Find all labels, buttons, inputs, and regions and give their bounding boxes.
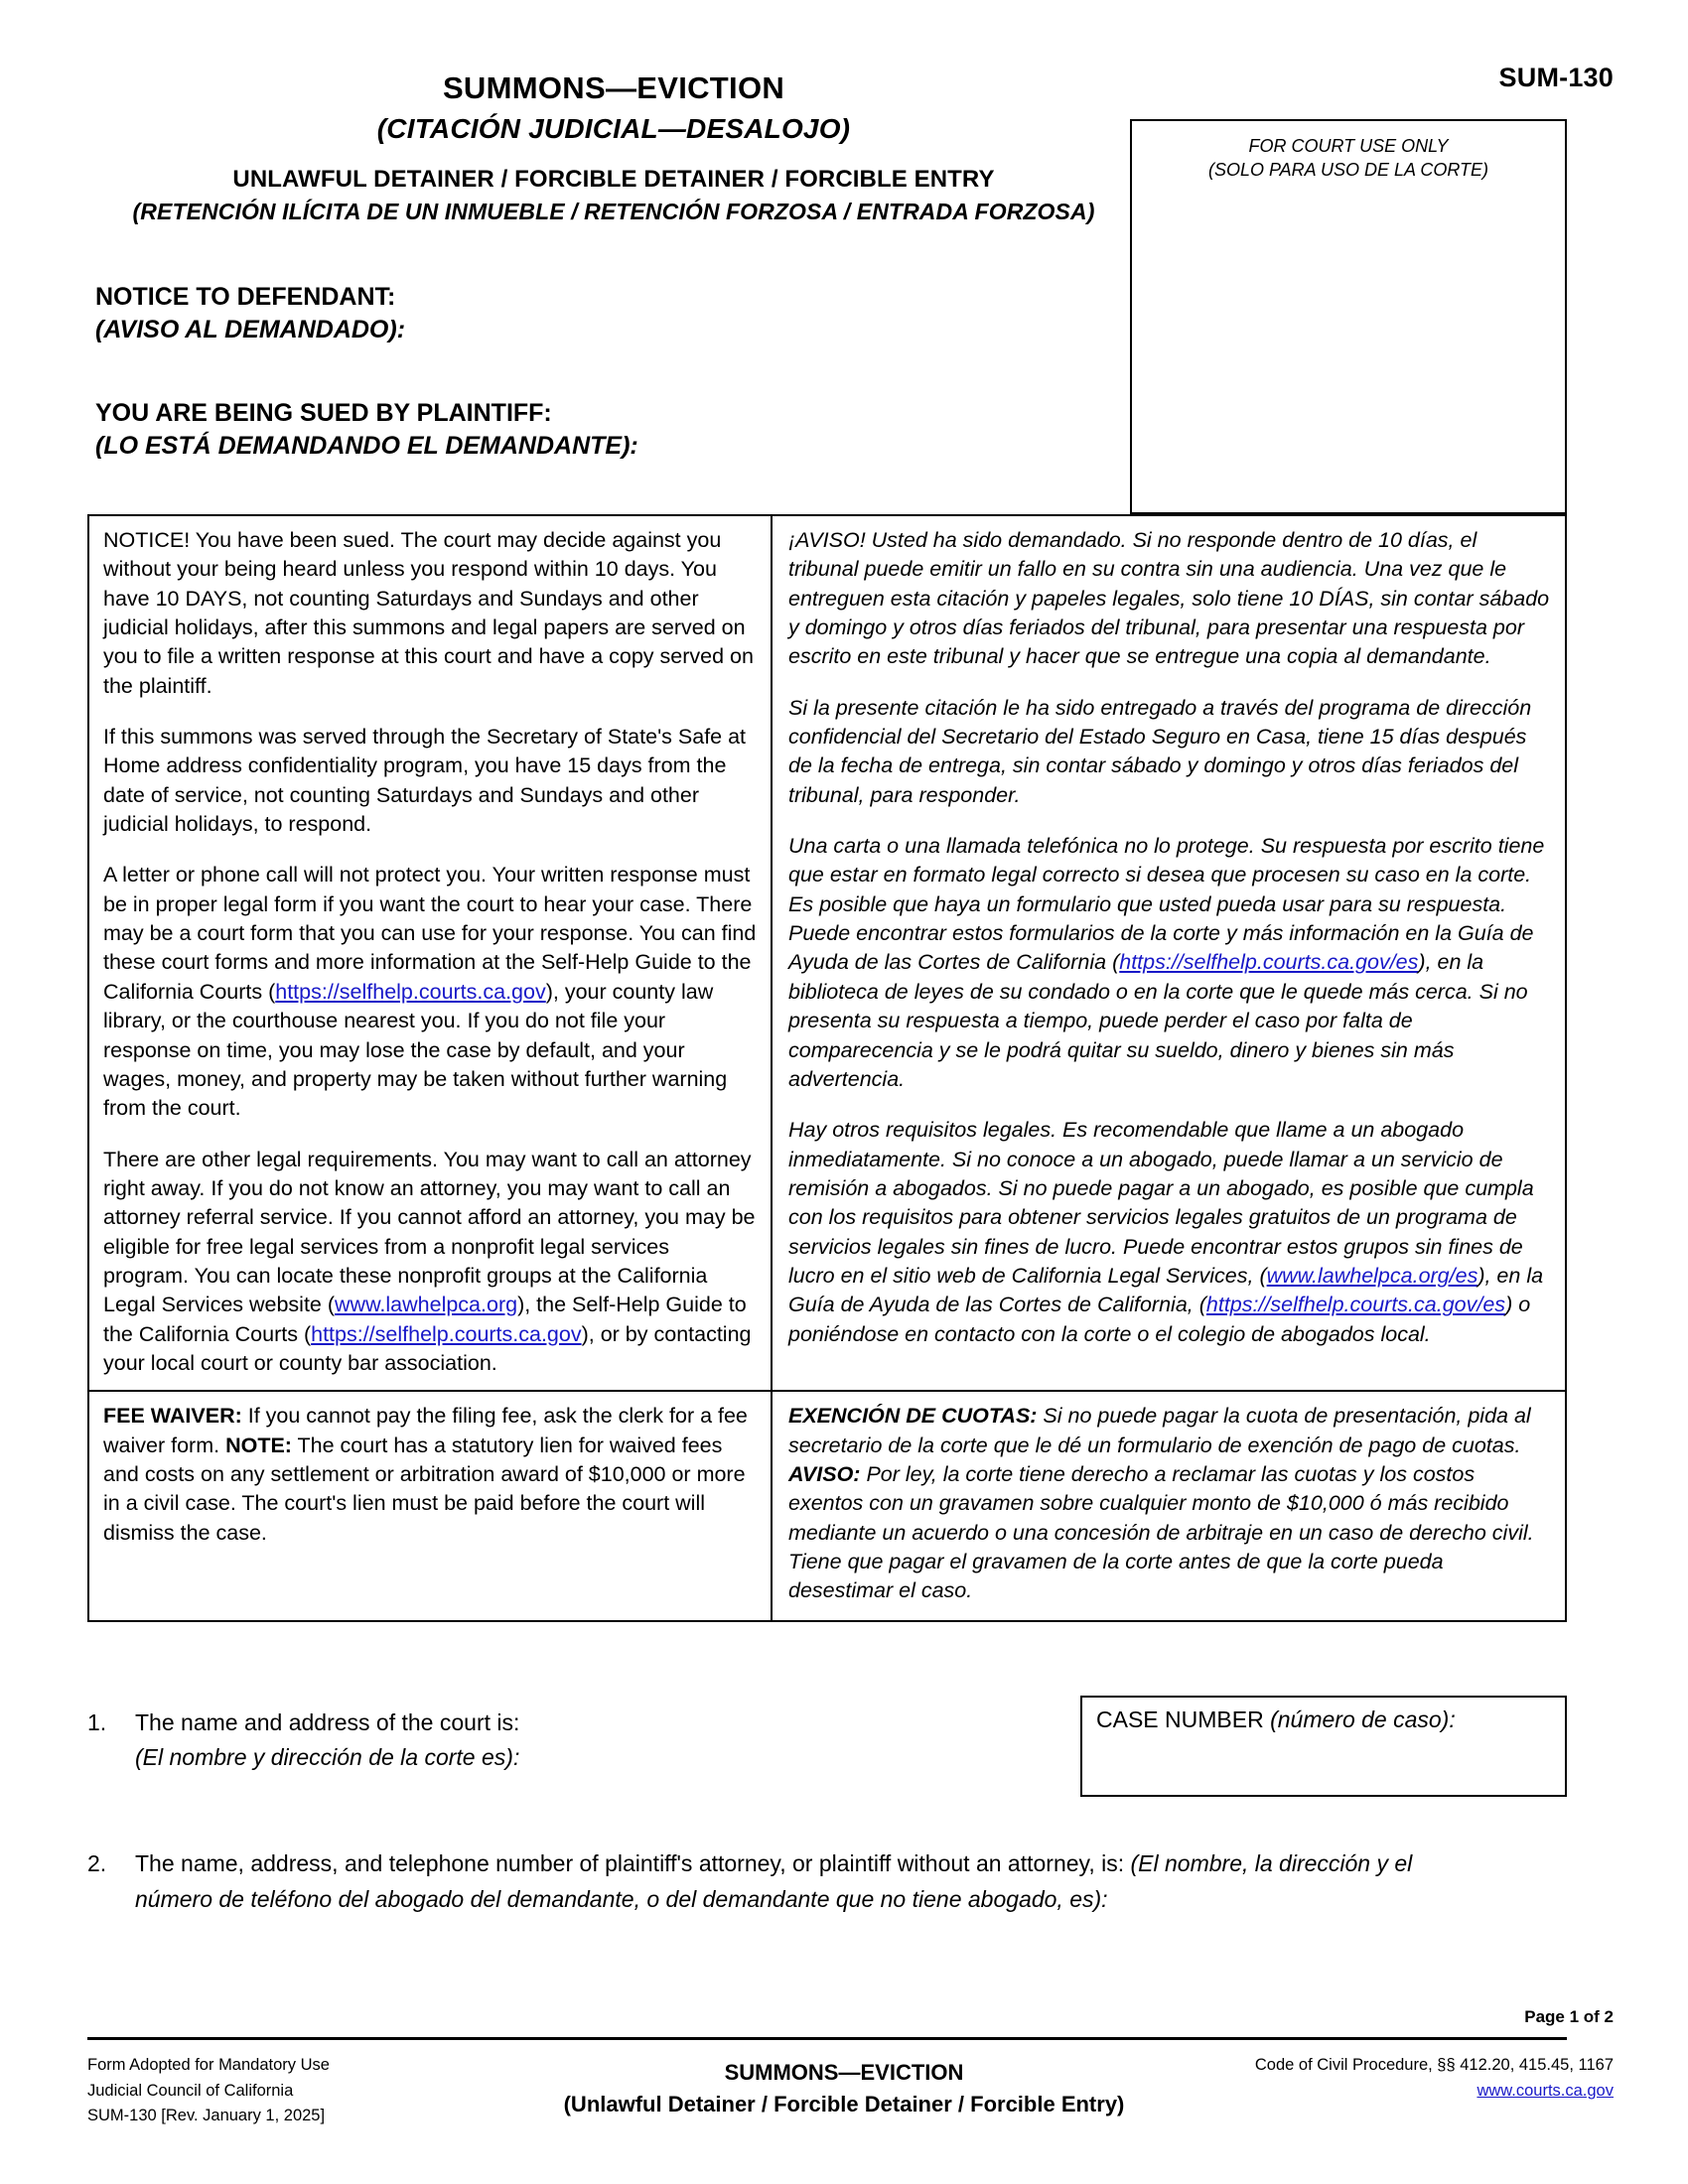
notice-en-p4-text-c: ), or by contacting your local court or county bar association. — [103, 1321, 752, 1375]
notice-en-p4-text-a: There are other legal requirements. You may want to call an attorney right away. If you do not know an attorney, you may want to call an attorney referral service. If you cannot afford an attorney, you may be eligible for free legal services from a nonprofit legal services program. You can locate these nonprofit groups at the California Legal Services website ( — [103, 1147, 756, 1317]
footer-left-line-2: Judicial Council of California — [87, 2081, 294, 2100]
court-use-label-es: (SOLO PARA USO DE LA CORTE) — [1207, 160, 1489, 181]
case-number-label-es: (número de caso): — [1270, 1706, 1456, 1732]
item-1-number: 1. — [87, 1709, 107, 1735]
notice-es-p4-text-c: ) o poniéndose en contacto con la corte o el colegio de abogados local. — [788, 1293, 1531, 1346]
fee-waiver-label-es: EXENCIÓN DE CUOTAS: — [788, 1404, 1038, 1429]
lawhelpca-link-es[interactable]: www.lawhelpca.org/es — [1266, 1263, 1478, 1288]
notice-row-fee-waiver — [89, 1390, 1565, 1619]
notice-to-defendant-es: (AVISO AL DEMANDADO): — [95, 316, 406, 344]
sued-by-plaintiff — [95, 397, 638, 464]
notice-en-p4-text-b: ), the Self-Help Guide to the California Courts ( — [103, 1293, 747, 1346]
fee-waiver-text1-en: If you cannot pay the filing fee, ask the clerk for a fee waiver form. — [103, 1404, 748, 1457]
lawhelpca-link-en[interactable]: www.lawhelpca.org — [335, 1293, 518, 1317]
footer-form-title — [397, 2057, 1291, 2120]
notice-es-paragraph-3 — [788, 832, 1551, 1094]
notice-en-paragraph-2: If this summons was served through the Secretary of State's Safe at Home address confidentiality program, you have 15 days from the date of service, not counting Saturdays and Sundays and other judicial holidays, to respond. — [103, 725, 747, 837]
selfhelp-courts-link-en-1[interactable]: https://selfhelp.courts.ca.gov — [275, 979, 546, 1004]
fee-waiver-text2-en: The court has a statutory lien for waived fees and costs on any settlement or arbitration award of $10,000 or more in a civil case. The court's lien must be paid before the court will dismiss the case. — [103, 1433, 746, 1545]
item-1-court-address — [87, 1706, 1080, 1774]
footer-adoption-info — [87, 2053, 330, 2129]
case-number-label-en: CASE NUMBER — [1096, 1706, 1271, 1732]
item-2-attorney-info — [87, 1846, 1577, 1917]
item-2-number: 2. — [87, 1850, 107, 1876]
notice-es-p4-text-a: Hay otros requisitos legales. Es recomendable que llame a un abogado inmediatamente. Si no conoce a un abogado, puede llamar a un servicio de remisión a abogados. Si no puede pagar a un abogado, es posible que cumpla con los requisitos para obtener servicios legales gratuitos de un programa de servicios legales sin fines de lucro. Puede encontrar estos grupos sin fines de lucro en el sitio web de California Legal Services, ( — [788, 1118, 1534, 1288]
fee-waiver-english — [89, 1392, 773, 1619]
notice-column-spanish — [773, 516, 1565, 1390]
notice-row-main — [89, 516, 1565, 1390]
court-use-label-en: FOR COURT USE ONLY — [1248, 136, 1449, 156]
bilingual-notice-table — [87, 514, 1567, 1622]
notice-es-p3-text-b: ), en la biblioteca de leyes de su condado o en la corte que le quede más cerca. Si no presenta su respuesta a tiempo, puede perder el caso por falta de comparecencia y se le podrá quitar su sueldo, dinero y bienes sin más advertencia. — [788, 950, 1528, 1091]
footer-left-line-3: SUM-130 [Rev. January 1, 2025] — [87, 2107, 326, 2125]
fee-waiver-note-label-es: AVISO: — [788, 1461, 861, 1486]
notice-en-p3-text-a: A letter or phone call will not protect you. Your written response must be in proper legal form if you want the court to hear your case. There may be a court form that you can use for your response. You can find these court forms and more information at the Self-Help Guide to the California Courts ( — [103, 863, 757, 1004]
selfhelp-courts-link-en-2[interactable]: https://selfhelp.courts.ca.gov — [311, 1321, 582, 1346]
item-1-label-en: The name and address of the court is: — [135, 1709, 520, 1735]
subtitle-english: UNLAWFUL DETAINER / FORCIBLE DETAINER / FORCIBLE ENTRY — [232, 166, 995, 194]
notice-es-p4-text-b: ), en la Guía de Ayuda de las Cortes de California, ( — [788, 1263, 1544, 1317]
item-2-label-es-line1: (El nombre, la dirección y el — [1130, 1850, 1413, 1876]
footer-right-link-wrap — [1255, 2079, 1614, 2105]
courts-ca-gov-link[interactable]: www.courts.ca.gov — [1477, 2081, 1614, 2100]
item-2-body — [135, 1846, 1577, 1917]
sued-by-plaintiff-en: YOU ARE BEING SUED BY PLAINTIFF: — [95, 399, 552, 427]
notice-en-p3-text-b: ), your county law library, or the courthouse nearest you. If you do not file your response on time, you may lose the case by default, and your wages, money, and property may be taken without further warning from the court. — [103, 979, 728, 1121]
court-use-labels — [1132, 121, 1565, 183]
fee-waiver-text1-es: Si no puede pagar la cuota de presentación, pida al secretario de la corte que le dé un formulario de exención de pago de cuotas. — [788, 1404, 1531, 1457]
footer-left-line-1: Form Adopted for Mandatory Use — [87, 2056, 330, 2074]
fee-waiver-label-en: FEE WAIVER: — [103, 1404, 242, 1429]
selfhelp-courts-link-es-2[interactable]: https://selfhelp.courts.ca.gov/es — [1205, 1293, 1506, 1317]
page-title: SUMMONS—EVICTION — [442, 70, 785, 105]
fee-waiver-note-label-en: NOTE: — [225, 1433, 292, 1457]
page-indicator: Page 1 of 2 — [1524, 2007, 1614, 2026]
form-number: SUM-130 — [1498, 63, 1614, 92]
notice-es-paragraph-2: Si la presente citación le ha sido entregado a través del programa de dirección confidencial del Secretario del Estado Seguro en Casa, tiene 15 días después de la fecha de entrega, sin contar sábado y domingo y otros días feriados del tribunal, para responder. — [788, 695, 1532, 807]
fee-waiver-spanish — [773, 1392, 1565, 1619]
selfhelp-courts-link-es-1[interactable]: https://selfhelp.courts.ca.gov/es — [1119, 950, 1419, 975]
page-title-spanish: (CITACIÓN JUDICIAL—DESALOJO) — [376, 112, 851, 144]
footer-center-line-2: (Unlawful Detainer / Forcible Detainer / Forcible Entry) — [563, 2091, 1125, 2116]
case-number-box[interactable] — [1080, 1696, 1567, 1797]
footer-legal-citation — [1255, 2053, 1614, 2104]
for-court-use-only-box[interactable] — [1130, 119, 1567, 514]
item-1-body — [135, 1706, 1080, 1774]
fee-waiver-text2-es: Por ley, la corte tiene derecho a reclamar las cuotas y los costos exentos con un gravamen sobre cualquier monto de $10,000 ó más recibido mediante un acuerdo o una concesión de arbitraje en un caso de derecho civil. Tiene que pagar el gravamen de la corte antes de que la corte pueda desestimar el caso. — [788, 1461, 1534, 1603]
item-1-label-es: (El nombre y dirección de la corte es): — [135, 1743, 520, 1770]
notice-to-defendant — [95, 281, 405, 347]
item-2-label-es-line2: número de teléfono del abogado del demandante, o del demandante que no tiene abogado, es): — [135, 1885, 1108, 1912]
footer-right-citation: Code of Civil Procedure, §§ 412.20, 415.45, 1167 — [1254, 2056, 1614, 2074]
footer-divider — [87, 2037, 1567, 2040]
notice-en-paragraph-4 — [103, 1146, 757, 1379]
notice-en-paragraph-1: NOTICE! You have been sued. The court may decide against you without your being heard unless you respond within 10 days. You have 10 DAYS, not counting Saturdays and Sundays and other judicial holidays, after this summons and legal papers are served on you to file a written response at this court and have a copy served on the plaintiff. — [103, 528, 754, 698]
notice-column-english — [89, 516, 773, 1390]
sued-by-plaintiff-es: (LO ESTÁ DEMANDANDO EL DEMANDANTE): — [95, 432, 638, 461]
footer-center-line-1: SUMMONS—EVICTION — [724, 2060, 964, 2085]
form-title-block — [87, 69, 1140, 226]
notice-en-paragraph-3 — [103, 861, 757, 1123]
notice-es-paragraph-4 — [788, 1116, 1551, 1349]
subtitle-spanish: (RETENCIÓN ILÍCITA DE UN INMUEBLE / RETENCIÓN FORZOSA / ENTRADA FORZOSA) — [132, 199, 1095, 225]
notice-es-paragraph-1: ¡AVISO! Usted ha sido demandado. Si no responde dentro de 10 días, el tribunal puede emitir un fallo en su contra sin una audiencia. Una vez que le entreguen esta citación y papeles legales, solo tiene 10 DÍAS, sin contar sábado y domingo y otros días feriados del tribunal, para presentar una respuesta por escrito en este tribunal y hacer que se entregue una copia al demandante. — [788, 528, 1550, 669]
item-2-label-en: The name, address, and telephone number of plaintiff's attorney, or plaintiff without an attorney, is: — [135, 1850, 1131, 1876]
notice-es-p3-text-a: Una carta o una llamada telefónica no lo protege. Su respuesta por escrito tiene que estar en formato legal correcto si desea que procesen su caso en la corte. Es posible que haya un formulario que usted pueda usar para su respuesta. Puede encontrar estos formularios de la corte y más información en la Guía de Ayuda de las Cortes de California ( — [788, 834, 1545, 975]
notice-to-defendant-en: NOTICE TO DEFENDANT: — [95, 283, 396, 311]
